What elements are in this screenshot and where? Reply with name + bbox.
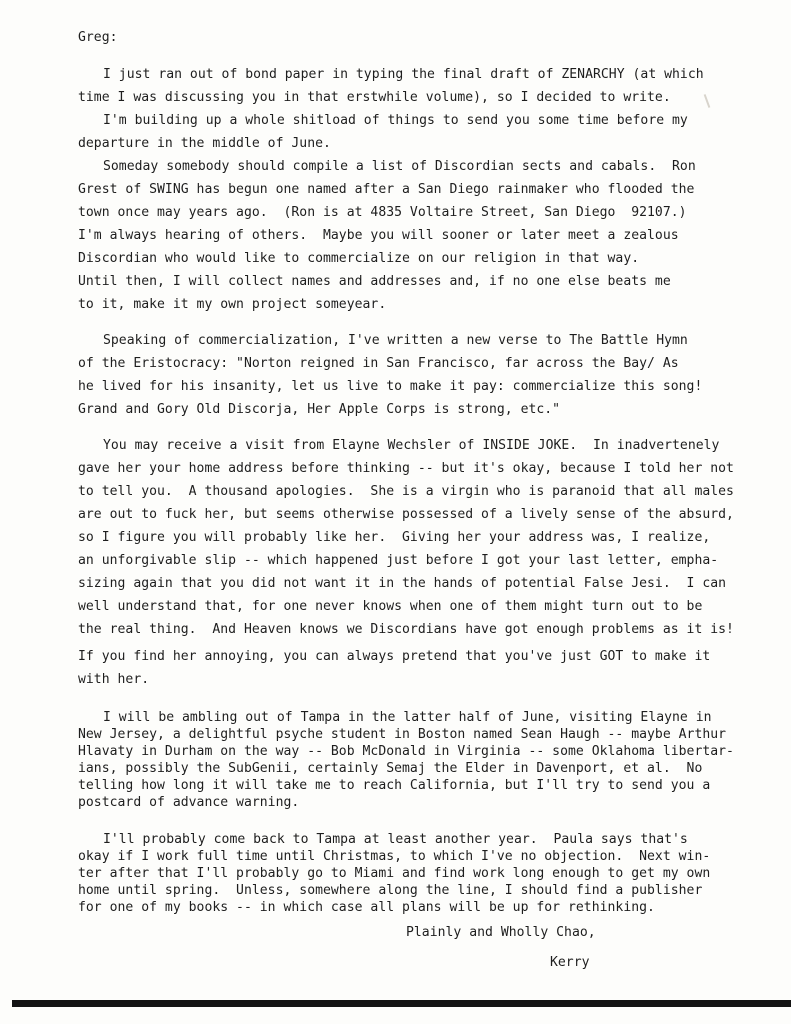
letter-line: You may receive a visit from Elayne Wechsler of INSIDE JOKE. In inadvertenely	[103, 438, 720, 453]
letter-line: the real thing. And Heaven knows we Discordians have got enough problems as it is!	[78, 622, 734, 637]
letter-line: I'll probably come back to Tampa at least another year. Paula says that's	[103, 832, 688, 847]
letter-line: sizing again that you did not want it in the hands of potential False Jesi. I can	[78, 576, 727, 591]
letter-line: I'm always hearing of others. Maybe you will sooner or later meet a zealous	[78, 228, 679, 243]
letter-line: Discordian who would like to commercialize on our religion in that way.	[78, 251, 640, 266]
letter-line: Speaking of commercialization, I've written a new verse to The Battle Hymn	[103, 333, 688, 348]
letter-line: Hlavaty in Durham on the way -- Bob McDonald in Virginia -- some Oklahoma libertar-	[78, 744, 734, 759]
letter-line: are out to fuck her, but seems otherwise possessed of a lively sense of the absurd,	[78, 507, 734, 522]
salutation: Greg:	[78, 30, 118, 45]
letter-line: gave her your home address before thinking -- but it's okay, because I told her not	[78, 461, 734, 476]
closing: Plainly and Wholly Chao,	[406, 925, 596, 940]
letter-line: Until then, I will collect names and addresses and, if no one else beats me	[78, 274, 671, 289]
letter-line: postcard of advance warning.	[78, 795, 300, 810]
letter-line: to tell you. A thousand apologies. She is a virgin who is paranoid that all males	[78, 484, 734, 499]
letter-line: time I was discussing you in that erstwhile volume), so I decided to write.	[78, 90, 671, 105]
letter-line: with her.	[78, 672, 150, 687]
signature: Kerry	[550, 955, 590, 970]
letter-line: departure in the middle of June.	[78, 136, 331, 151]
letter-line: I will be ambling out of Tampa in the latter half of June, visiting Elayne in	[103, 710, 712, 725]
letter-line: telling how long it will take me to reach California, but I'll try to send you a	[78, 778, 711, 793]
letter-line: an unforgivable slip -- which happened just before I got your last letter, empha-	[78, 553, 719, 568]
letter-line: so I figure you will probably like her. Giving her your address was, I realize,	[78, 530, 711, 545]
letter-line: town once may years ago. (Ron is at 4835 Voltaire Street, San Diego 92107.)	[78, 205, 687, 220]
letter-line: I just ran out of bond paper in typing the final draft of ZENARCHY (at which	[103, 67, 704, 82]
letter-line: New Jersey, a delightful psyche student in Boston named Sean Haugh -- maybe Arthur	[78, 727, 727, 742]
letter-line: Grest of SWING has begun one named after a San Diego rainmaker who flooded the	[78, 182, 695, 197]
scan-edge-bar	[12, 1000, 791, 1007]
letter-line: to it, make it my own project someyear.	[78, 297, 387, 312]
letter-line: Someday somebody should compile a list of Discordian sects and cabals. Ron	[103, 159, 696, 174]
letter-line: well understand that, for one never knows when one of them might turn out to be	[78, 599, 703, 614]
letter-line: If you find her annoying, you can always pretend that you've just GOT to make it	[78, 649, 711, 664]
paper-mark	[704, 94, 711, 108]
letter-line: I'm building up a whole shitload of things to send you some time before my	[103, 113, 688, 128]
letter-line: okay if I work full time until Christmas, to which I've no objection. Next win-	[78, 849, 711, 864]
letter-line: home until spring. Unless, somewhere along the line, I should find a publisher	[78, 883, 703, 898]
letter-line: ter after that I'll probably go to Miami and find work long enough to get my own	[78, 866, 711, 881]
letter-line: Grand and Gory Old Discorja, Her Apple Corps is strong, etc."	[78, 402, 561, 417]
letter-line: of the Eristocracy: "Norton reigned in San Francisco, far across the Bay/ As	[78, 356, 679, 371]
letter-line: ians, possibly the SubGenii, certainly Semaj the Elder in Davenport, et al. No	[78, 761, 703, 776]
letter-line: for one of my books -- in which case all plans will be up for rethinking.	[78, 900, 655, 915]
letter-line: he lived for his insanity, let us live to make it pay: commercialize this song!	[78, 379, 703, 394]
